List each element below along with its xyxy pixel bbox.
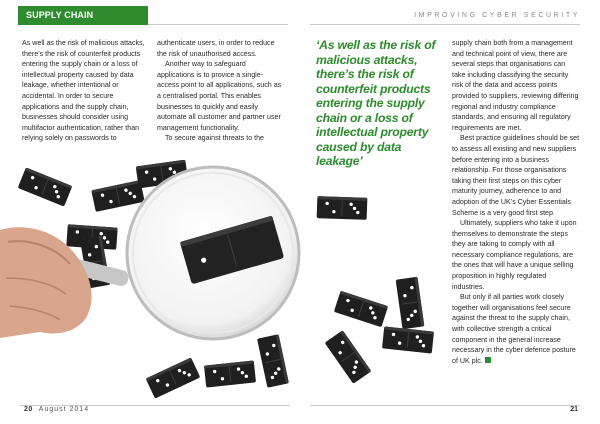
- domino: [334, 291, 388, 327]
- folio-left: [24, 406, 89, 413]
- domino: [146, 357, 201, 398]
- body-paragraph: Best practice guidelines should be set to assess all existing and new suppliers before entering into a business relationship. For those organisations taking their first steps on this cyber maturity journey, adherence to and adoption of the UK’s Cyber Essentials Scheme is a very good first step.: [452, 134, 580, 217]
- body-paragraph: Another way to safeguard applications is to provice a single-access point to all applications, such as a centralised portal. This enables businesses to quickly and easily automate all customer and partner user management functionality.: [157, 60, 282, 132]
- pull-quote: ‘As well as the risk of malicious attacks, there’s the risk of counterfeit products entering the supply chain or a loss of intellectual property caused by data leakage’: [316, 38, 436, 168]
- header-rule-right: [310, 24, 580, 25]
- domino: [382, 326, 434, 353]
- final-paragraph-text: But only if all parties work closely together will organisations feel secure against the threat to the supply chain, with collective strength a critical component in the general increase necessary in the cyber defence posture of UK plc.: [452, 293, 576, 365]
- page-number-right: 21: [570, 406, 578, 413]
- domino: [325, 330, 372, 384]
- end-of-article-mark: [485, 357, 491, 363]
- domino: [91, 180, 144, 212]
- domino: [18, 167, 73, 206]
- issue-date: August 2014: [38, 406, 90, 413]
- section-label: SUPPLY CHAIN MANAGEMENT: [18, 6, 148, 25]
- body-paragraph: Ultimately, suppliers who take it upon themselves to demonstrate the steps they are taking to comply with all necessary compliance regulations, are the ones that will have a unique selling proposition in highly regulated industries.: [452, 219, 577, 291]
- header-rule-left: [148, 24, 288, 25]
- body-column-2: [157, 38, 285, 144]
- page-number-left: 20: [24, 406, 33, 413]
- body-column-1: [22, 38, 150, 144]
- body-paragraph: [452, 292, 580, 366]
- body-paragraph: authenticate users, in order to reduce the risk of unauthorised access.: [157, 39, 275, 58]
- body-paragraph: To secure against threats to the: [165, 134, 264, 143]
- dominoes-magnifier-photo: [0, 160, 460, 410]
- body-column-4: [452, 38, 580, 366]
- footer-rule-right: [310, 405, 580, 406]
- body-paragraph: supply chain both from a management and technical point of view, there are several steps that organisations can take including classifying the security risk of the data and access points provided to suppliers, reviewing differing regional and industry compliance standards, and ensuring all regulatory requirements are met.: [452, 39, 579, 132]
- body-paragraph: As well as the risk of malicious attacks, there’s the risk of counterfeit products entering the supply chain or a loss of intellectual property caused by data leakage, whether intentional or accidental. In order to secure applications and the supply chain, businesses should consider using multifactor authentication, rather than relying solely on passwords to: [22, 39, 145, 143]
- domino: [396, 277, 425, 330]
- domino: [317, 196, 368, 220]
- domino: [257, 334, 289, 387]
- running-head-right: IMPROVING CYBER SECURITY: [414, 12, 580, 19]
- domino: [204, 360, 256, 387]
